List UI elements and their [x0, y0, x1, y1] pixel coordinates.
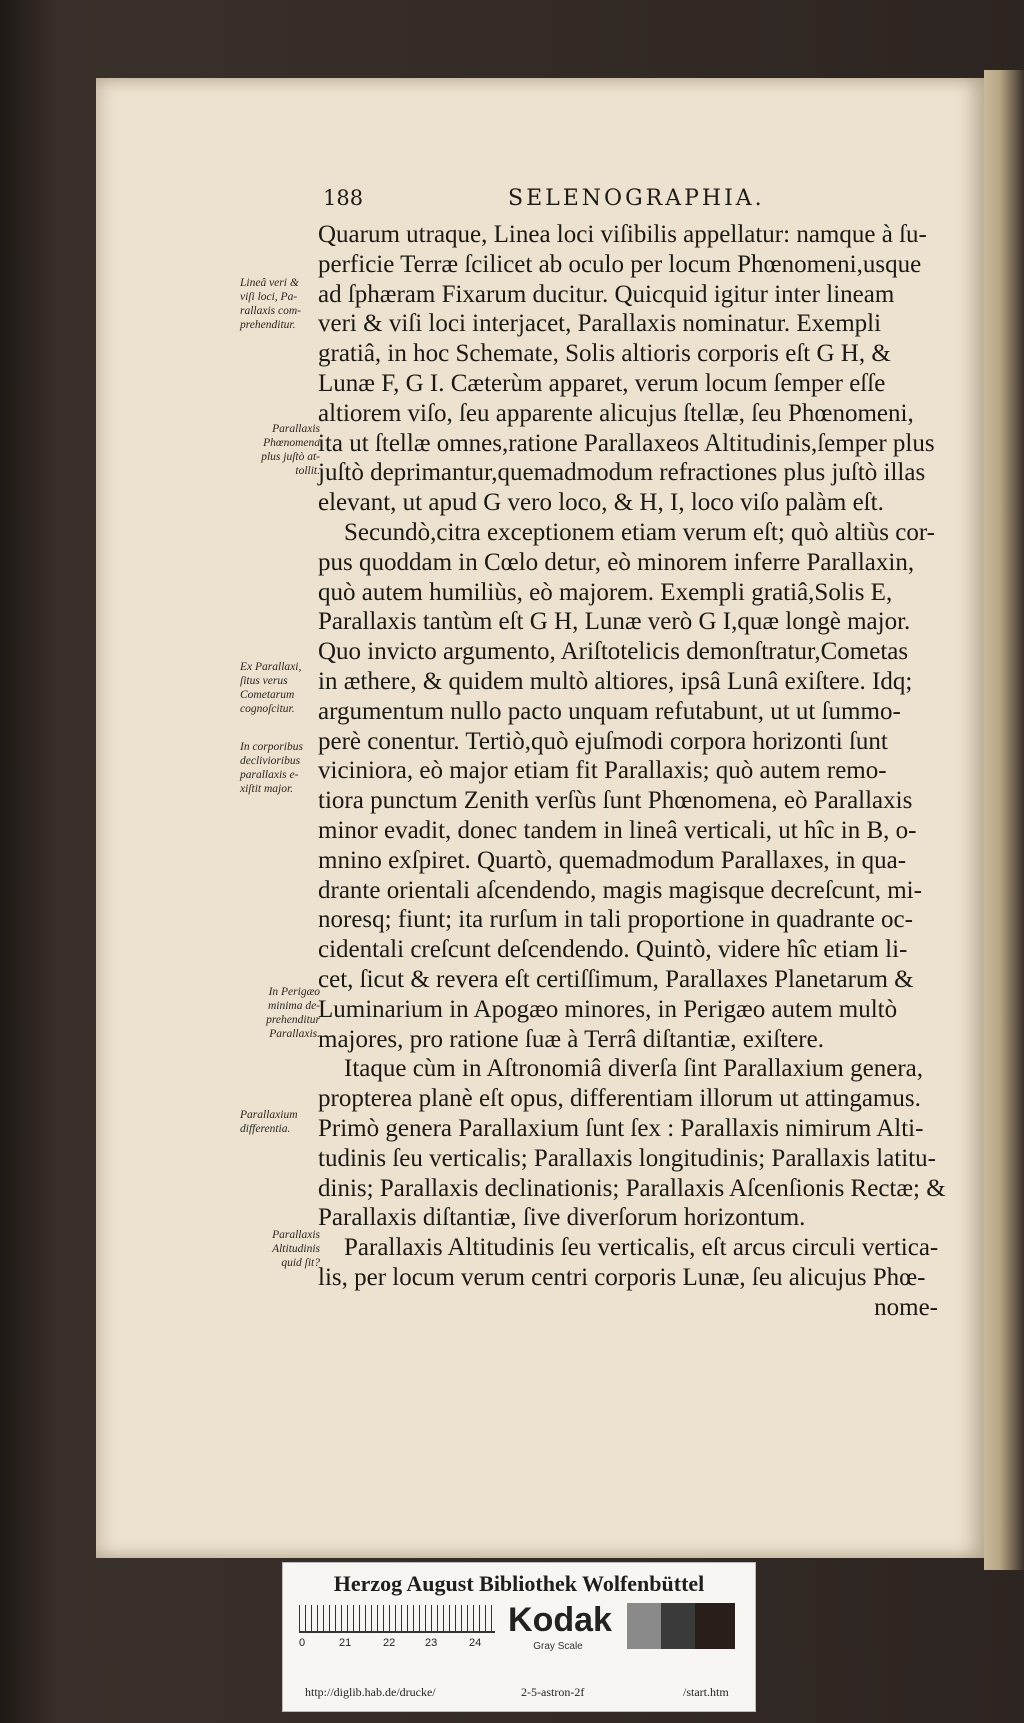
text-line: drante orientali aſcendendo, magis magisque decreſcunt, mi- [318, 876, 922, 904]
text-line: Primò genera Parallaxium ſunt ſex : Parallaxis nimirum Alti- [318, 1114, 924, 1142]
margin-note [240, 1108, 320, 1136]
text-line: ita ut ſtellæ omnes,ratione Parallaxeos Altitudinis,ſemper plus [318, 429, 935, 457]
margin-note-line: Cometarum [240, 689, 295, 701]
margin-note-line: parallaxis e- [240, 769, 299, 781]
margin-note-line: Parallaxium [240, 1109, 298, 1121]
text-line: dinis; Parallaxis declinationis; Parallaxis Aſcenſionis Rectæ; & [318, 1174, 946, 1202]
margin-note-line: rallaxis com- [240, 305, 302, 317]
margin-note [240, 985, 320, 1041]
text-line: tiora punctum Zenith verſùs ſunt Phœnomena, eò Parallaxis [318, 787, 913, 815]
ruler-number: 24 [469, 1637, 482, 1649]
scale-ruler [299, 1605, 495, 1633]
text-line: Parallaxis Altitudinis ſeu verticalis, eſt arcus circuli vertica- [344, 1234, 939, 1262]
library-name: Herzog August Bibliothek Wolfenbüttel [333, 1571, 705, 1596]
text-line: tudinis ſeu verticalis; Parallaxis longitudinis; Parallaxis latitu- [318, 1144, 936, 1172]
text-line: Quo invicto argumento, Ariſtotelicis demonſtratur,Cometas [318, 638, 909, 666]
text-line: Lunæ F, G I. Cæterùm apparet, verum locum ſemper eſſe [318, 369, 886, 397]
text-line: nome- [874, 1293, 938, 1321]
text-line: minor evadit, donec tandem in lineâ verticali, ut hîc in B, o- [318, 816, 917, 844]
url-row [283, 1681, 755, 1703]
margin-note-line: Parallaxis. [269, 1028, 320, 1040]
url-mid[interactable]: 2-5-astron-2f [521, 1685, 585, 1699]
text-line: argumentum nullo pacto unquam refutabunt, ut ut ſummo- [318, 697, 901, 725]
text-line: perè conentur. Tertiò,quò ejuſmodi corpora horizonti ſunt [318, 727, 888, 755]
gray-scale-label: Gray Scale [533, 1641, 583, 1652]
url-right[interactable]: /start.htm [683, 1685, 729, 1699]
text-line: majores, pro ratione ſuæ à Terrâ diſtantiæ, exiſtere. [318, 1025, 824, 1053]
page-edge [984, 70, 1024, 1570]
margin-note-line: tollit. [295, 465, 320, 477]
text-line: cet, ſicut & revera eſt certiſſimum, Parallaxes Planetarum & [318, 965, 914, 993]
text-line: juſtò deprimantur,quemadmodum refractiones plus juſtò illas [318, 459, 926, 487]
margin-note-line: Altitudinis [272, 1243, 320, 1255]
margin-note-line: Parallaxis [272, 423, 320, 435]
text-line: mnino exſpiret. Quartò, quemadmodum Parallaxes, in qua- [318, 846, 907, 874]
ruler-number: 0 [299, 1637, 306, 1649]
text-line: gratiâ, in hoc Schemate, Solis altioris corporis eſt G H, & [318, 340, 891, 368]
gray-patch-mid [661, 1603, 695, 1649]
margin-note-line: quid ſit? [281, 1257, 320, 1269]
text-line: viciniora, eò major etiam fit Parallaxis; quò autem remo- [318, 757, 887, 785]
page-number: 188 [323, 186, 364, 210]
text-line: perficie Terræ ſcilicet ab oculo per locum Phœnomeni,usque [318, 250, 922, 278]
gray-patch-dark [695, 1603, 735, 1649]
margin-note [240, 276, 320, 332]
ruler-number: 23 [425, 1637, 438, 1649]
margin-note-line: plus juſtò at- [261, 451, 320, 463]
margin-note-line: declivioribus [240, 755, 301, 767]
text-line: noresq; fiunt; ita rurſum in tali proportione in quadrante oc- [318, 906, 913, 934]
margin-note-line: Parallaxis [272, 1229, 320, 1241]
text-line: ad ſphæram Fixarum ducitur. Quicquid igitur inter lineam [318, 280, 895, 308]
ruler-number: 21 [339, 1637, 352, 1649]
kodak-logo: Kodak [508, 1601, 612, 1639]
text-line: cidentali creſcunt deſcendendo. Quintò, videre hîc etiam li- [318, 936, 908, 964]
margin-note [240, 660, 320, 716]
margin-note-line: Phœnomena [263, 437, 320, 449]
margin-note-line: Lineâ veri & [240, 277, 299, 289]
running-head: SELENOGRAPHIA. [508, 186, 765, 211]
text-line: Itaque cùm in Aſtronomiâ diverſa ſint Parallaxium genera, [344, 1055, 923, 1083]
text-line: Quarum utraque, Linea loci viſibilis appellatur: namque à ſu- [318, 221, 927, 248]
margin-note-line: prehenditur [266, 1014, 320, 1026]
text-line: veri & viſi loci interjacet, Parallaxis nominatur. Exempli [318, 310, 882, 338]
margin-note-line: prehenditur. [240, 319, 296, 331]
text-line: elevant, ut apud G vero loco, & H, I, loco viſo palàm eſt. [318, 489, 884, 517]
text-line: Parallaxis tantùm eſt G H, Lunæ verò G I,quæ longè major. [318, 608, 911, 636]
text-line: lis, per locum verum centri corporis Lunæ, ſeu alicujus Phœ- [318, 1263, 926, 1291]
margin-note-line: In Perigæo [268, 986, 320, 998]
text-line: pus quoddam in Cœlo detur, eò minorem inferre Parallaxin, [318, 548, 915, 576]
color-target [282, 1562, 756, 1712]
margin-note-line: ſitus verus [240, 675, 288, 687]
margin-note [240, 740, 320, 796]
page-header [0, 186, 1024, 216]
margin-note-line: minima de- [267, 1000, 320, 1012]
ruler-number: 22 [383, 1637, 396, 1649]
url-left[interactable]: http://diglib.hab.de/drucke/ [305, 1685, 436, 1699]
body-text [318, 220, 946, 1322]
text-line: altiorem viſo, ſeu apparente alicujus ſtellæ, ſeu Phœnomeni, [318, 399, 914, 427]
margin-note [240, 422, 320, 478]
text-line: Luminarium in Apogæo minores, in Perigæo autem multò [318, 995, 898, 1023]
text-line: Parallaxis diſtantiæ, ſive diverſorum horizontum. [318, 1204, 806, 1232]
text-line: Secundò,citra exceptionem etiam verum eſt; quò altiùs cor- [344, 518, 935, 546]
margin-note-line: viſi loci, Pa- [240, 291, 298, 303]
margin-note-line: xiſtit major. [240, 783, 294, 795]
margin-note-line: Ex Parallaxi, [240, 661, 302, 673]
text-line: quò autem humiliùs, eò majorem. Exempli gratiâ,Solis E, [318, 578, 893, 606]
margin-note [240, 1228, 320, 1270]
gray-patch-light [627, 1603, 661, 1649]
margin-note-line: differentia. [240, 1123, 291, 1135]
margin-note-line: In corporibus [240, 741, 303, 753]
margin-note-line: cognoſcitur. [240, 703, 295, 715]
text-line: in æthere, & quidem multò altiores, ipsâ Lunâ exiſtere. Idq; [318, 667, 913, 695]
text-line: propterea planè eſt opus, differentiam illorum ut attingamus. [318, 1085, 921, 1113]
